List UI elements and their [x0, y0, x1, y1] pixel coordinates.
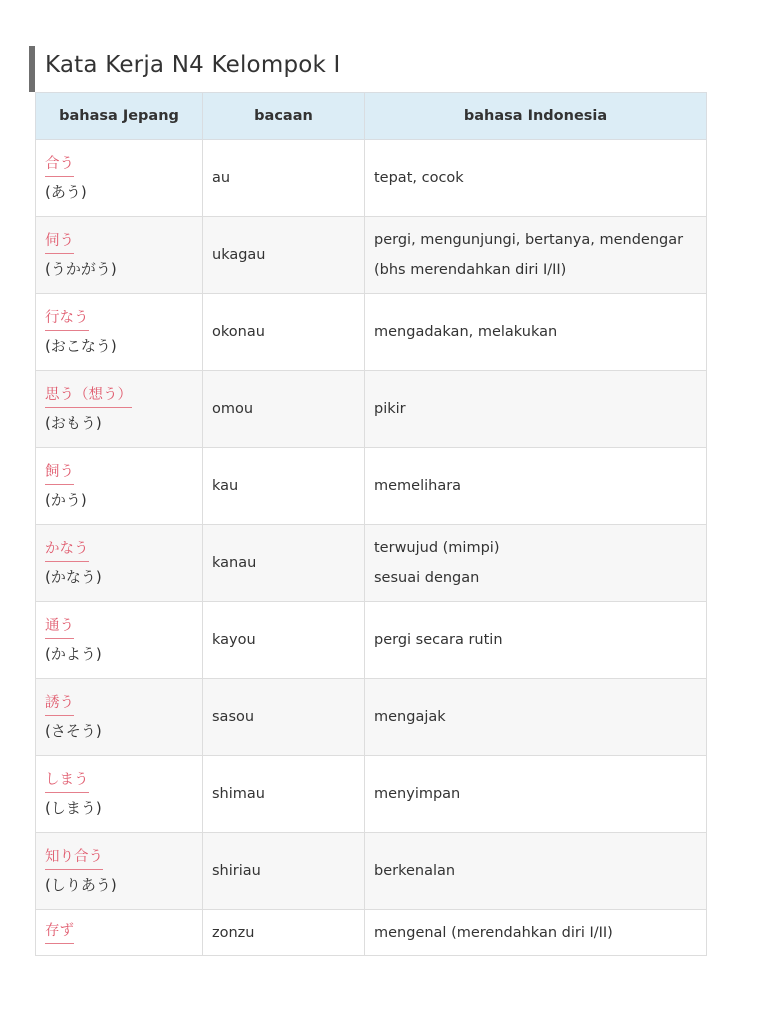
table-row — [36, 910, 707, 956]
word-link[interactable]: 合う — [45, 155, 74, 177]
column-header-indonesian: bahasa Indonesia — [365, 93, 707, 140]
table-row — [36, 679, 707, 756]
kana-reading: (さそう) — [45, 721, 102, 740]
cell-meaning — [365, 910, 707, 956]
cell-japanese — [36, 910, 203, 956]
table-row — [36, 448, 707, 525]
meaning-text: mengajak — [374, 709, 446, 725]
column-header-reading: bacaan — [203, 93, 365, 140]
cell-reading: kanau — [203, 525, 365, 602]
kana-reading: (かなう) — [45, 567, 102, 586]
table-row — [36, 756, 707, 833]
word-link[interactable]: 誘う — [45, 694, 74, 716]
kana-reading: (おこなう) — [45, 336, 117, 355]
cell-meaning — [365, 217, 707, 294]
cell-reading: omou — [203, 371, 365, 448]
cell-japanese — [36, 217, 203, 294]
cell-meaning — [365, 602, 707, 679]
cell-meaning — [365, 833, 707, 910]
cell-japanese — [36, 140, 203, 217]
meaning-text: tepat, cocok — [374, 170, 464, 186]
cell-japanese — [36, 448, 203, 525]
cell-reading: sasou — [203, 679, 365, 756]
meaning-text: pikir — [374, 401, 406, 417]
table-row — [36, 833, 707, 910]
word-link[interactable]: 行なう — [45, 309, 89, 331]
meaning-text: berkenalan — [374, 863, 456, 879]
cell-meaning — [365, 679, 707, 756]
cell-japanese — [36, 833, 203, 910]
meaning-text: pergi, mengunjungi, bertanya, mendengar — [374, 232, 684, 248]
table-row — [36, 294, 707, 371]
meaning-text: mengenal (merendahkan diri I/II) — [374, 924, 613, 941]
kana-reading: (うかがう) — [45, 259, 117, 278]
cell-japanese — [36, 756, 203, 833]
kana-reading: (かう) — [45, 490, 87, 509]
table-row — [36, 602, 707, 679]
meaning-text: (bhs merendahkan diri I/II) — [374, 262, 567, 278]
column-header-japanese: bahasa Jepang — [36, 93, 203, 140]
cell-reading: au — [203, 140, 365, 217]
cell-reading: kayou — [203, 602, 365, 679]
word-link[interactable]: 飼う — [45, 463, 74, 485]
word-link[interactable]: かなう — [45, 540, 89, 562]
word-link[interactable]: 知り合う — [45, 848, 103, 870]
meaning-text: terwujud (mimpi) — [374, 540, 500, 556]
cell-meaning — [365, 294, 707, 371]
cell-meaning — [365, 448, 707, 525]
cell-reading: okonau — [203, 294, 365, 371]
cell-reading: kau — [203, 448, 365, 525]
meaning-text: memelihara — [374, 478, 462, 494]
cell-japanese — [36, 679, 203, 756]
meaning-text: sesuai dengan — [374, 570, 480, 586]
kana-reading: (かよう) — [45, 644, 102, 663]
cell-reading: zonzu — [203, 910, 365, 956]
word-link[interactable]: 伺う — [45, 232, 74, 254]
cell-japanese — [36, 294, 203, 371]
word-link[interactable]: 思う（想う） — [45, 386, 132, 408]
meaning-text: mengadakan, melakukan — [374, 324, 558, 340]
word-link[interactable]: 存ず — [45, 922, 74, 944]
kana-reading: (おもう) — [45, 413, 102, 432]
table-row — [36, 525, 707, 602]
cell-meaning — [365, 140, 707, 217]
kana-reading: (しりあう) — [45, 875, 117, 894]
cell-reading: shiriau — [203, 833, 365, 910]
page-title-block — [29, 46, 341, 92]
cell-meaning — [365, 756, 707, 833]
cell-meaning — [365, 371, 707, 448]
table-row — [36, 140, 707, 217]
cell-japanese — [36, 602, 203, 679]
table-body — [36, 140, 707, 956]
table-row — [36, 371, 707, 448]
cell-reading: ukagau — [203, 217, 365, 294]
title-accent-bar — [29, 46, 35, 92]
vocabulary-table — [35, 92, 707, 956]
meaning-text: pergi secara rutin — [374, 632, 503, 648]
table-row — [36, 217, 707, 294]
meaning-text: menyimpan — [374, 786, 461, 802]
cell-japanese — [36, 371, 203, 448]
cell-meaning — [365, 525, 707, 602]
cell-reading: shimau — [203, 756, 365, 833]
kana-reading: (あう) — [45, 182, 87, 201]
kana-reading: (しまう) — [45, 798, 102, 817]
table-header-row — [36, 93, 707, 140]
page-title: Kata Kerja N4 Kelompok I — [45, 52, 341, 78]
cell-japanese — [36, 525, 203, 602]
word-link[interactable]: しまう — [45, 771, 89, 793]
word-link[interactable]: 通う — [45, 617, 74, 639]
